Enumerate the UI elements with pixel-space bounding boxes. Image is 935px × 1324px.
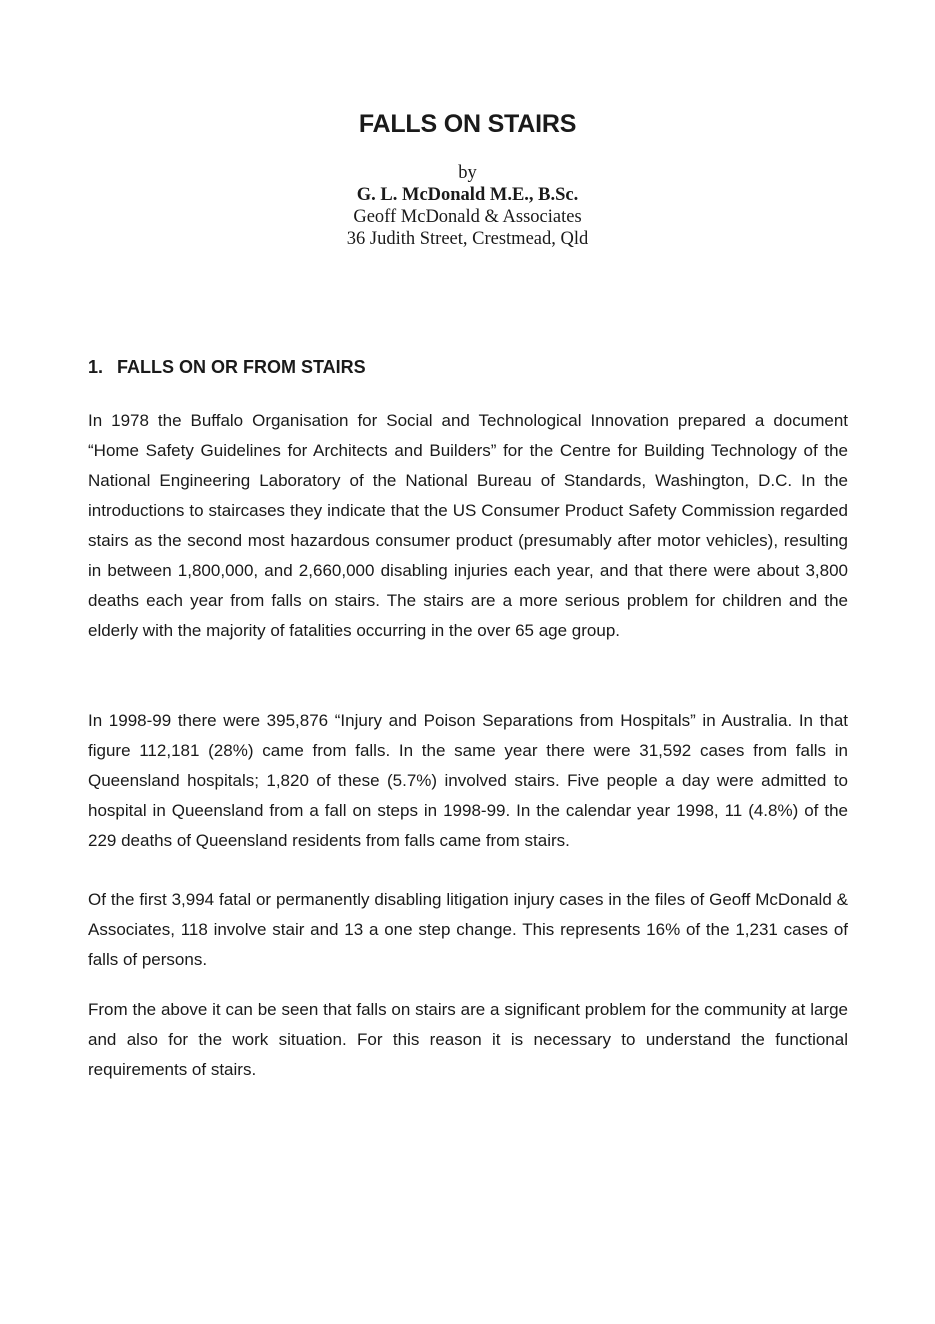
paragraph: Of the first 3,994 fatal or permanently disabling litigation injury cases in the files of Geoff McDonald & Associates, 118 involve stair and 13 a one step change. This represents 16% of the 1,231 cases of falls of persons. [88,890,848,969]
author-name: G. L. McDonald M.E., B.Sc. [356,185,579,205]
author-address: 36 Judith Street, Crestmead, Qld [346,229,589,249]
section-number: 1. [88,357,104,377]
author-firm: Geoff McDonald & Associates [353,207,582,227]
paragraph: In 1978 the Buffalo Organisation for Social and Technological Innovation prepared a document “Home Safety Guidelines for Architects and Builders” for the Centre for Building Technology of the National Engineering Laboratory of the National Bureau of Standards, Washington, D.C. In the introductions to staircases they indicate that the US Consumer Product Safety Commission regarded stairs as the second most hazardous consumer product (presumably after motor vehicles), resulting in between 1,800,000, and 2,660,000 disabling injuries each year, and that there were about 3,800 deaths each year from falls on stairs. The stairs are a more serious problem for children and the elderly with the majority of fatalities occurring in the over 65 age group. [88,411,848,640]
byline-by: by [458,163,477,183]
paragraph: In 1998-99 there were 395,876 “Injury and Poison Separations from Hospitals” in Australia. In that figure 112,181 (28%) came from falls. In the same year there were 31,592 cases from falls in Queensland hospitals; 1,820 of these (5.7%) involved stairs. Five people a day were admitted to hospital in Queensland from a fall on steps in 1998-99. In the calendar year 1998, 11 (4.8%) of the 229 deaths of Queensland residents from falls came from stairs. [88,711,848,850]
byline [0,162,935,250]
document-title: FALLS ON STAIRS [358,110,577,138]
paragraph: From the above it can be seen that falls on stairs are a significant problem for the community at large and also for the work situation. For this reason it is necessary to understand the functional requirements of stairs. [88,1000,848,1079]
section-heading [88,357,366,378]
section-title: FALLS ON OR FROM STAIRS [117,357,366,377]
